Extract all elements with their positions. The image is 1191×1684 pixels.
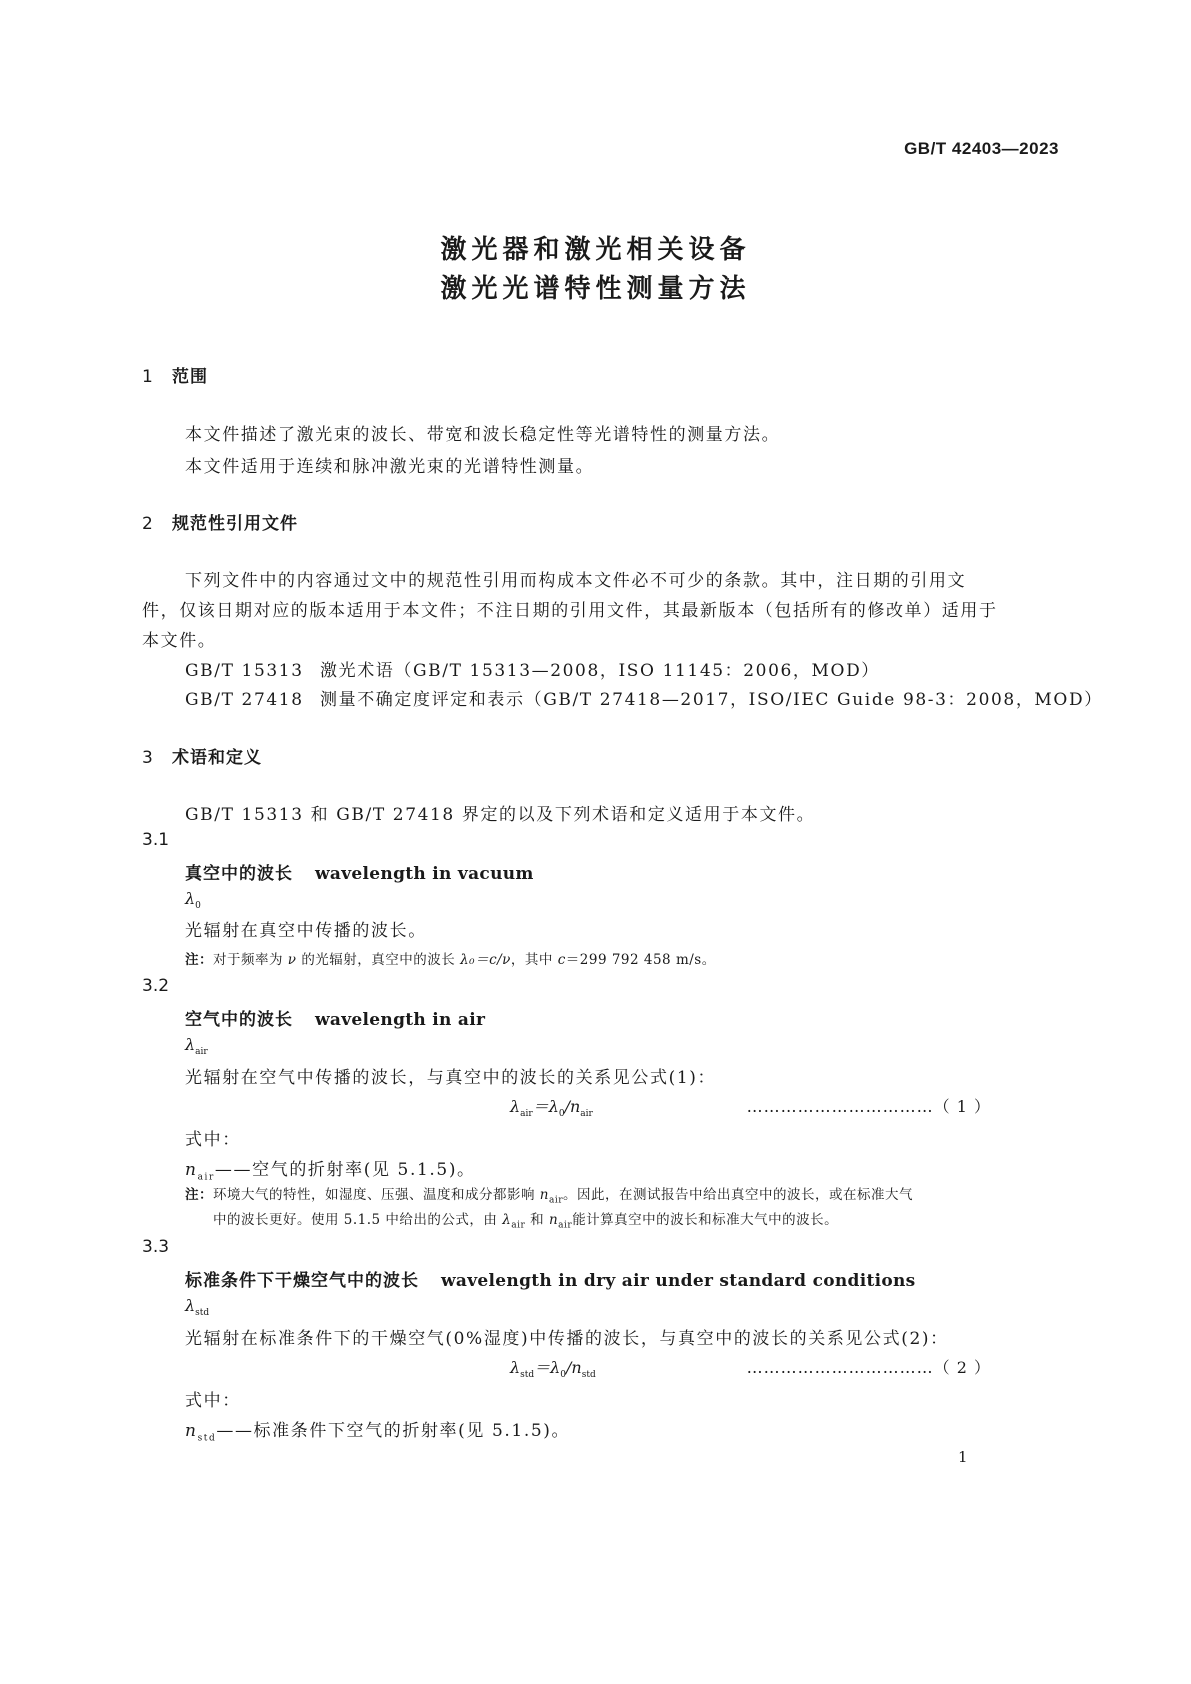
- section-title: 术语和定义: [172, 748, 262, 768]
- formula-subscript: std: [581, 1370, 596, 1381]
- note-symbol: c: [557, 952, 566, 968]
- formula-subscript: air: [580, 1109, 593, 1120]
- clause-3-1-number: 3.1: [142, 830, 170, 850]
- note-text: 能计算真空中的波长和标准大气中的波长。: [572, 1212, 839, 1228]
- term-3-3-symbol: [185, 1296, 209, 1318]
- clause-3-3-number: 3.3: [142, 1237, 170, 1257]
- note-subscript: air: [558, 1220, 573, 1231]
- formula-symbol: ＝λ: [532, 1097, 559, 1116]
- formula-symbol: λ: [510, 1097, 521, 1116]
- reference-item: [185, 685, 1103, 710]
- section-title: 规范性引用文件: [172, 514, 298, 534]
- term-3-3-definition: 光辐射在标准条件下的干燥空气(0%湿度)中传播的波长，与真空中的波长的关系见公式(2)：: [185, 1329, 949, 1349]
- note-symbol: λ: [502, 1212, 512, 1228]
- note-label: 注：: [185, 952, 213, 968]
- page-number: 1: [958, 1448, 968, 1466]
- note-value: ＝299 792 458 m/s。: [565, 952, 716, 968]
- term-3-2-note-line2: [213, 1208, 838, 1231]
- term-3-2-where-label: 式中：: [185, 1130, 241, 1150]
- term-chinese: 真空中的波长: [185, 864, 293, 884]
- where-text: ——空气的折射率(见 5.1.5)。: [214, 1160, 476, 1180]
- symbol-subscript: 0: [195, 901, 201, 912]
- section-title: 范围: [172, 367, 208, 387]
- section-number: 2: [142, 514, 154, 534]
- term-3-1-definition: 光辐射在真空中传播的波长。: [185, 921, 427, 941]
- reference-item: [185, 656, 880, 681]
- reference-code: GB/T 15313: [185, 661, 304, 681]
- formula-1: [510, 1094, 593, 1119]
- term-3-3: [185, 1266, 916, 1291]
- document-title-line2: 激光光谱特性测量方法: [440, 274, 751, 304]
- note-text: 的光辐射，真空中的波长: [301, 952, 456, 968]
- equation-number-1: ……………………………（ 1 ）: [746, 1097, 991, 1116]
- formula-subscript: 0: [558, 1109, 565, 1120]
- symbol-subscript: air: [195, 1047, 208, 1058]
- note-text: 和: [530, 1212, 545, 1228]
- section-3-heading: [142, 743, 262, 768]
- formula-symbol: /n: [566, 1358, 582, 1377]
- section-1-heading: [142, 362, 208, 387]
- reference-title: 激光术语（GB/T 15313—2008，ISO 11145：2006，MOD）: [320, 661, 880, 681]
- scope-paragraph-2: 本文件适用于连续和脉冲激光束的光谱特性测量。: [185, 457, 595, 477]
- note-symbol: ν: [287, 952, 297, 968]
- formula-subscript: 0: [560, 1370, 567, 1381]
- symbol-lambda: λ: [185, 889, 196, 908]
- term-3-2-note-line1: [185, 1183, 913, 1206]
- note-subscript: air: [549, 1195, 564, 1206]
- symbol-lambda: λ: [185, 1035, 196, 1054]
- where-subscript: std: [197, 1433, 217, 1444]
- formula-symbol: /n: [564, 1097, 581, 1116]
- term-3-3-where-item: [185, 1416, 570, 1443]
- equation-number-2: ……………………………（ 2 ）: [746, 1358, 991, 1377]
- term-3-2-symbol: [185, 1035, 208, 1057]
- note-label: 注：: [185, 1187, 213, 1203]
- note-symbol: n: [539, 1187, 549, 1203]
- term-3-1-symbol: [185, 889, 201, 911]
- where-text: ——标准条件下空气的折射率(见 5.1.5)。: [216, 1421, 571, 1441]
- references-paragraph-line3: 本文件。: [142, 631, 217, 651]
- term-3-2: [185, 1005, 485, 1030]
- note-formula: λ₀＝c/ν: [460, 952, 511, 968]
- where-subscript: air: [197, 1172, 215, 1183]
- formula-subscript: air: [520, 1109, 533, 1120]
- term-english: wavelength in dry air under standard conditions: [441, 1271, 916, 1291]
- term-english: wavelength in vacuum: [315, 864, 534, 884]
- where-symbol: n: [185, 1421, 198, 1441]
- term-chinese: 标准条件下干燥空气中的波长: [185, 1271, 419, 1291]
- note-text: 环境大气的特性，如湿度、压强、温度和成分都影响: [213, 1187, 535, 1203]
- note-text: 中的波长更好。使用 5.1.5 中给出的公式，由: [213, 1212, 498, 1228]
- symbol-subscript: std: [195, 1308, 210, 1319]
- where-symbol: n: [185, 1160, 198, 1180]
- note-text: 。因此，在测试报告中给出真空中的波长，或在标准大气: [563, 1187, 914, 1203]
- reference-title: 测量不确定度评定和表示（GB/T 27418—2017，ISO/IEC Guide 98-3：2008，MOD）: [320, 690, 1103, 710]
- clause-3-2-number: 3.2: [142, 976, 170, 996]
- references-paragraph-line1: 下列文件中的内容通过文中的规范性引用而构成本文件必不可少的条款。其中，注日期的引用文: [185, 571, 967, 591]
- note-text: 对于频率为: [213, 952, 283, 968]
- note-symbol: n: [548, 1212, 559, 1228]
- standard-number: GB/T 42403—2023: [904, 139, 1059, 158]
- scope-paragraph-1: 本文件描述了激光束的波长、带宽和波长稳定性等光谱特性的测量方法。: [185, 425, 781, 445]
- term-3-3-where-label: 式中：: [185, 1391, 241, 1411]
- term-english: wavelength in air: [315, 1010, 486, 1030]
- term-3-2-definition: 光辐射在空气中传播的波长，与真空中的波长的关系见公式(1)：: [185, 1068, 717, 1088]
- formula-symbol: ＝λ: [534, 1358, 561, 1377]
- note-subscript: air: [511, 1220, 526, 1231]
- term-3-1-note: [185, 948, 716, 968]
- section-number: 3: [142, 748, 154, 768]
- section-number: 1: [142, 367, 154, 387]
- symbol-lambda: λ: [185, 1296, 196, 1315]
- document-title-line1: 激光器和激光相关设备: [440, 235, 751, 265]
- formula-symbol: λ: [510, 1358, 521, 1377]
- formula-subscript: std: [520, 1370, 535, 1381]
- reference-code: GB/T 27418: [185, 690, 304, 710]
- term-chinese: 空气中的波长: [185, 1010, 293, 1030]
- section-2-heading: [142, 509, 298, 534]
- formula-2: [510, 1355, 596, 1380]
- term-3-2-where-item: [185, 1155, 476, 1182]
- note-text: ，其中: [510, 952, 553, 968]
- terms-intro: GB/T 15313 和 GB/T 27418 界定的以及下列术语和定义适用于本文件。: [185, 805, 816, 825]
- references-paragraph-line2: 件，仅该日期对应的版本适用于本文件；不注日期的引用文件，其最新版本（包括所有的修改单）适用于: [142, 601, 998, 621]
- term-3-1: [185, 859, 534, 884]
